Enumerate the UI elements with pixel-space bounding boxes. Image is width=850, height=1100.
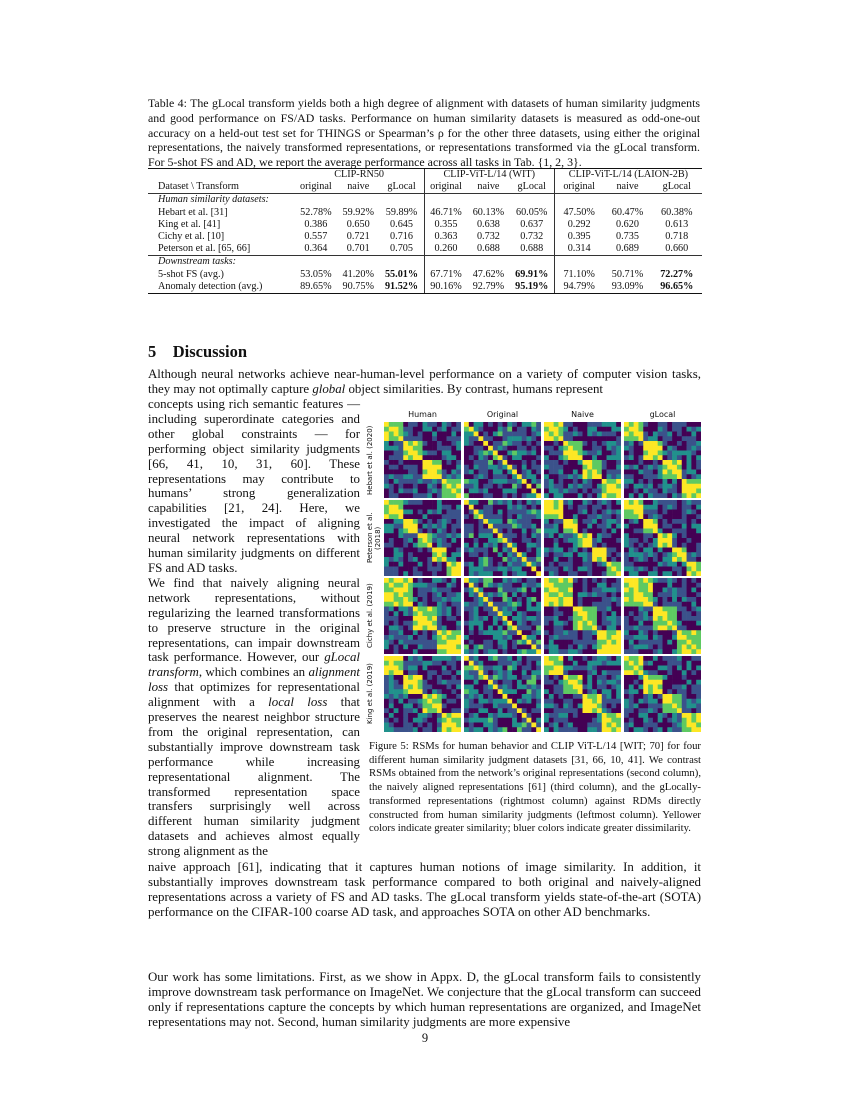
table-cell: 0.292	[554, 219, 603, 231]
table-cell: 0.364	[304, 243, 328, 255]
figure-column-title: Naive	[571, 410, 594, 419]
rsm-heatmap	[384, 656, 461, 732]
rsm-heatmap	[384, 578, 461, 654]
table-cell: 95.19%	[510, 281, 555, 294]
table-cell: 71.10%	[554, 269, 603, 281]
table-cell: 0.701	[346, 243, 370, 255]
rsm-heatmap	[464, 422, 541, 498]
table-cell: 0.395	[554, 231, 603, 243]
row-label: Hebart et al. [31]	[158, 206, 228, 218]
rsm-heatmap	[624, 656, 701, 732]
table-cell: 0.314	[554, 243, 603, 256]
rsm-heatmap	[464, 500, 541, 576]
table-row	[148, 231, 702, 243]
table-cell: 0.638	[476, 218, 500, 230]
row-label: 5-shot FS (avg.)	[158, 268, 224, 280]
table-cell: 0.705	[390, 243, 413, 255]
rsm-figure	[366, 410, 702, 736]
table-cell: 91.52%	[379, 281, 424, 294]
table-cell: 0.645	[390, 218, 413, 230]
table-cell: 0.732	[476, 231, 500, 243]
table-cell: 0.363	[424, 231, 467, 243]
table-row	[148, 219, 702, 231]
table-cell: 0.689	[616, 243, 639, 255]
row-label: Cichy et al. [10]	[158, 231, 225, 243]
section-label: Downstream tasks:	[148, 256, 295, 269]
table-row	[148, 281, 702, 294]
results-table	[148, 168, 702, 294]
table-cell: 0.355	[424, 219, 467, 231]
figure-column-title: Original	[486, 410, 519, 419]
table-cell: 0.620	[616, 218, 639, 230]
section-label: Human similarity datasets:	[148, 194, 295, 207]
table-cell: 0.613	[665, 218, 689, 230]
table-cell: 0.735	[616, 231, 639, 243]
table-cell: 0.721	[346, 231, 370, 243]
section-title: Discussion	[172, 342, 248, 361]
wrapped-text-column	[148, 397, 360, 859]
sub-header: gLocal	[517, 181, 546, 193]
sub-header: naive	[616, 181, 639, 193]
table-cell: 89.65%	[295, 281, 338, 294]
model-header: CLIP-ViT-L/14 (LAION-2B)	[554, 169, 702, 182]
rsm-heatmap	[384, 500, 461, 576]
rsm-heatmap	[464, 656, 541, 732]
table-cell: 90.75%	[337, 281, 379, 294]
rsm-heatmap	[624, 500, 701, 576]
corner-header: Dataset \ Transform	[158, 181, 239, 193]
table-cell: 47.62%	[472, 268, 505, 280]
table-caption-label: Table 4:	[148, 96, 187, 110]
rsm-heatmap	[544, 656, 621, 732]
table-cell: 92.79%	[467, 281, 509, 294]
sub-header: original	[300, 181, 332, 193]
table-cell: 47.50%	[554, 207, 603, 219]
table-cell: 60.47%	[611, 206, 644, 218]
rsm-heatmap	[464, 578, 541, 654]
discussion-paragraph-2: We find that naively aligning neural network representations, without regularizing the learned transformations to preserve structure in the original representations, can impair downstream task performance. However, our gLocal transform, which combines an alignment loss that optimizes for representational alignment with a local loss that preserves the nearest neighbor structure from the original representation, can substantially improve downstream task performance while increasing representational alignment. The transformed representation space transfers surprisingly well across different human similarity judgment datasets and achieves almost equally strong alignment as the	[148, 575, 360, 859]
sub-header: gLocal	[662, 181, 691, 193]
rsm-heatmap	[624, 422, 701, 498]
sub-header: original	[554, 181, 603, 194]
table-row	[148, 243, 702, 256]
table-cell: 0.637	[520, 218, 544, 230]
table-cell: 55.01%	[384, 268, 419, 280]
section-heading	[148, 342, 247, 362]
discussion-paragraph-1: concepts using rich semantic features — including superordinate categories and other global constraints — for performing object similarity judgments [66, 41, 10, 31, 60]. These representations may contribute to humans’ strong generalization capabilities [21, 24]. Here, we investigated the impact of aligning neural network representations with human similarity judgments on different FS and AD tasks.	[148, 397, 360, 575]
table-cell: 69.91%	[515, 268, 549, 280]
table-cell: 0.557	[304, 231, 328, 243]
table-cell: 60.38%	[661, 206, 693, 218]
table-cell: 41.20%	[342, 268, 374, 280]
table-cell: 53.05%	[300, 268, 332, 280]
table-cell: 72.27%	[660, 268, 694, 280]
table-cell: 0.688	[476, 243, 500, 255]
table-cell: 94.79%	[554, 281, 603, 294]
figure-caption: Figure 5: RSMs for human behavior and CLIP ViT-L/14 [WIT; 70] for four different human similarity judgment datasets [31, 66, 10, 41]. We contrast RSMs obtained from the network’s original representations (second column), the naively aligned representations [61] (third column), and the gLocally-transformed representations (rightmost column) against RDMs directly constructed from human similarity judgments (leftmost column). Yellower colors indicate greater similarity; bluer colors indicate greater dissimilarity.	[369, 740, 701, 835]
table-cell: 93.09%	[603, 281, 651, 294]
discussion-paragraph-1-start: Although neural networks achieve near-human-level performance on a variety of computer vision tasks, they may not optimally capture global object similarities. By contrast, humans represent	[148, 367, 701, 396]
table-cell: 59.89%	[385, 206, 418, 218]
figure-row-title: King et al. (2019)	[366, 663, 374, 725]
table-cell: 0.732	[520, 231, 544, 243]
table-cell: 0.260	[424, 243, 467, 256]
sub-header: gLocal	[387, 181, 416, 193]
figure-row-title: Cichy et al. (2019)	[366, 583, 374, 649]
table-cell: 52.78%	[300, 206, 332, 218]
table-cell: 46.71%	[424, 207, 467, 219]
table-caption	[148, 96, 700, 170]
table-cell: 90.16%	[424, 281, 467, 294]
section-row-human	[148, 194, 702, 207]
table-cell: 96.65%	[652, 281, 702, 294]
table-cell: 0.688	[520, 243, 544, 255]
table-cell: 0.718	[665, 231, 689, 243]
figure-column-title: Human	[408, 410, 437, 419]
rsm-heatmap	[544, 422, 621, 498]
table-row	[148, 207, 702, 219]
model-header: CLIP-RN50	[295, 169, 425, 182]
model-header: CLIP-ViT-L/14 (WIT)	[424, 169, 554, 182]
table-cell: 0.650	[346, 218, 370, 230]
table-cell: 0.716	[390, 231, 413, 243]
table-cell: 0.386	[304, 218, 328, 230]
table-cell: 60.05%	[515, 206, 548, 218]
table-sub-header-row	[148, 181, 702, 194]
figure-column-title: gLocal	[649, 410, 676, 419]
table-cell: 0.660	[665, 243, 689, 255]
rsm-heatmap	[544, 500, 621, 576]
discussion-paragraph-3: Our work has some limitations. First, as we show in Appx. D, the gLocal transform fails to consistently improve downstream task performance on ImageNet. We conjecture that the gLocal transform can succeed only if representations capture the concepts by which human representations are organized, and ImageNet representations may not. Second, human similarity judgments are more expensive	[148, 970, 701, 1029]
sub-header: original	[424, 181, 467, 194]
rsm-heatmap	[544, 578, 621, 654]
row-label: Peterson et al. [65, 66]	[158, 243, 251, 255]
sub-header: naive	[347, 181, 370, 193]
rsm-heatmap	[624, 578, 701, 654]
table-model-header-row	[148, 169, 702, 182]
table-cell: 59.92%	[342, 206, 374, 218]
figure-row-title: Peterson et al. (2018)	[366, 512, 382, 564]
page-number: 9	[421, 1031, 429, 1045]
sub-header: naive	[477, 181, 500, 193]
table-cell: 67.71%	[424, 269, 467, 281]
table-row	[148, 269, 702, 281]
section-row-downstream	[148, 256, 702, 269]
discussion-paragraph-2-end: naive approach [61], indicating that it captures human notions of image similarity. In addition, it substantially improves downstream task performance compared to both original and naively-aligned representations across a variety of FS and AD tasks. The gLocal transform yields state-of-the-art (SOTA) performance on the CIFAR-100 coarse AD task, and approaches SOTA on other AD benchmarks.	[148, 860, 701, 919]
table-caption-text: The gLocal transform yields both a high degree of alignment with datasets of human similarity judgments and good performance on FS/AD tasks. Performance on human similarity datasets is measured as odd-one-out accuracy on a held-out test set for THINGS or Spearman’s ρ for the other three datasets, using either the original representations, the naively transformed representations, or representations transformed via the gLocal transform. For 5-shot FS and AD, we report the average performance across all tasks in Tab. {1, 2, 3}.	[148, 96, 700, 170]
rsm-heatmap	[384, 422, 461, 498]
section-number: 5	[148, 342, 157, 361]
figure-row-title: Hebart et al. (2020)	[366, 425, 374, 495]
table-cell: 60.13%	[472, 206, 505, 218]
row-label: Anomaly detection (avg.)	[148, 281, 295, 294]
table-cell: 50.71%	[611, 268, 644, 280]
row-label: King et al. [41]	[158, 218, 221, 230]
